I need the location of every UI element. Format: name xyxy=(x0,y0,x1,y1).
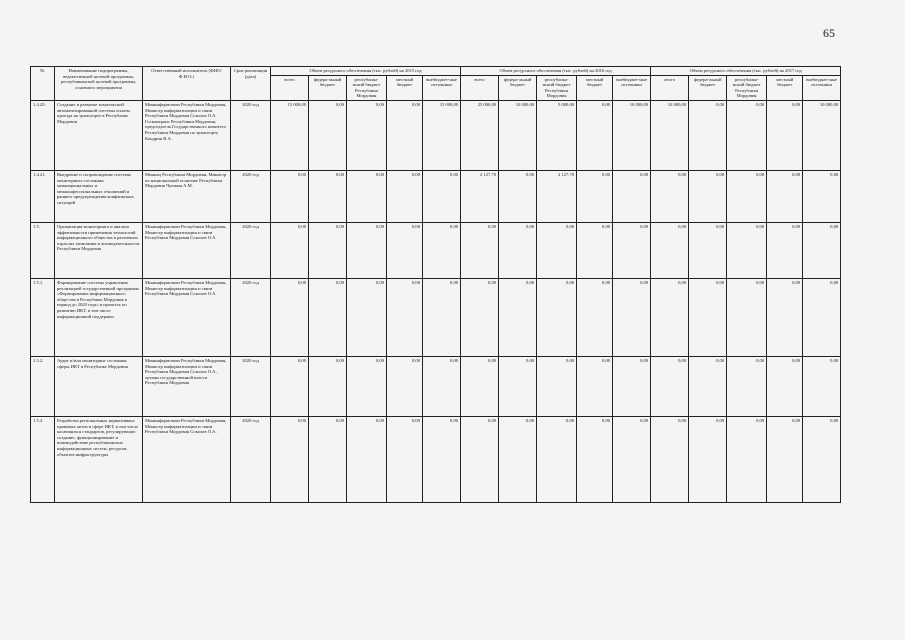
value-cell: 0,00 xyxy=(689,356,727,416)
value-cell: 0,00 xyxy=(613,222,651,278)
term: 2020 год xyxy=(231,170,271,222)
value-cell: 0,00 xyxy=(727,100,767,170)
row-number: 1.5.1. xyxy=(31,278,55,356)
value-cell: 0,00 xyxy=(613,356,651,416)
value-cell: 0,00 xyxy=(689,222,727,278)
value-cell: 0,00 xyxy=(347,416,387,502)
value-cell: 0,00 xyxy=(613,170,651,222)
value-cell: 0,00 xyxy=(727,278,767,356)
responsible-executor: Миннац Республики Мордовия, Министр по национальной политике Республики Мордовия Чушкин А.М. xyxy=(143,170,231,222)
value-cell: 0,00 xyxy=(537,222,577,278)
value-cell: 0,00 xyxy=(271,170,309,222)
value-cell: 0,00 xyxy=(767,278,803,356)
value-cell: 0,00 xyxy=(499,356,537,416)
responsible-executor: Мининформсвязи Республики Мордовия, Министр информатизации и связи Республики Мордовия Соколов О.А. xyxy=(143,416,231,502)
value-cell: 0,00 xyxy=(309,356,347,416)
subheader-federal: федера-льный бюджет xyxy=(499,75,537,100)
value-cell: 0,00 xyxy=(613,278,651,356)
value-cell: 0,00 xyxy=(803,356,841,416)
value-cell: 0,00 xyxy=(387,356,423,416)
value-cell: 0,00 xyxy=(387,100,423,170)
value-cell: 0,00 xyxy=(651,222,689,278)
value-cell: 0,00 xyxy=(309,416,347,502)
value-cell: 0,00 xyxy=(689,100,727,170)
subheader-total: всего xyxy=(461,75,499,100)
header-executor: Ответственный исполнитель (ФИО/Ф.И.О.) xyxy=(143,67,231,101)
value-cell: 0,00 xyxy=(271,356,309,416)
subheader-local: местный бюджет xyxy=(387,75,423,100)
subheader-extrabudget: внебюджет-ные источники xyxy=(423,75,461,100)
value-cell: 0,00 xyxy=(461,278,499,356)
value-cell: 0,00 xyxy=(537,416,577,502)
value-cell: 0,00 xyxy=(309,170,347,222)
value-cell: 0,00 xyxy=(537,356,577,416)
value-cell: 0,00 xyxy=(461,356,499,416)
value-cell: 0,00 xyxy=(499,222,537,278)
budget-table xyxy=(30,66,841,503)
term: 2020 год xyxy=(231,100,271,170)
value-cell: 0,00 xyxy=(727,222,767,278)
measure-name: Внедрение и сопровождение системы мониторинга состояния межнациональных и межконфессиональных отношений и раннего предупреждения конфликтных ситуаций xyxy=(55,170,143,222)
value-cell: 0,00 xyxy=(387,278,423,356)
value-cell: 0,00 xyxy=(271,416,309,502)
value-cell: 0,00 xyxy=(689,170,727,222)
value-cell: 10 000,00 xyxy=(803,100,841,170)
value-cell: 0,00 xyxy=(347,222,387,278)
value-cell: 2 127,70 xyxy=(537,170,577,222)
subheader-extrabudget: внебюджет-ные источники xyxy=(613,75,651,100)
value-cell: 0,00 xyxy=(577,222,613,278)
value-cell: 0,00 xyxy=(803,222,841,278)
table-row xyxy=(31,416,841,502)
term: 2020 год xyxy=(231,416,271,502)
subheader-total: итого xyxy=(651,75,689,100)
value-cell: 0,00 xyxy=(499,278,537,356)
measure-name: Аудит и/или мониторинг состояния сферы ИКТ в Республике Мордовия xyxy=(55,356,143,416)
term: 2020 год xyxy=(231,356,271,416)
value-cell: 0,00 xyxy=(767,170,803,222)
value-cell: 0,00 xyxy=(689,416,727,502)
term: 2020 год xyxy=(231,222,271,278)
value-cell: 0,00 xyxy=(423,356,461,416)
row-number: 1.5.2. xyxy=(31,356,55,416)
value-cell: 0,00 xyxy=(803,416,841,502)
value-cell: 0,00 xyxy=(577,100,613,170)
value-cell: 0,00 xyxy=(727,170,767,222)
value-cell: 0,00 xyxy=(537,278,577,356)
header-group-2016: Объем ресурсного обеспечения (тыс. рублей) на 2016 год xyxy=(461,67,651,76)
subheader-republic: республика-нский бюджет Республики Мордовия xyxy=(347,75,387,100)
responsible-executor: Мининформсвязи Республики Мордовия, Министр информатизации и связи Республики Мордовия Соколов О.А., органы государственной власти Республики Мордовия xyxy=(143,356,231,416)
value-cell: 0,00 xyxy=(727,356,767,416)
value-cell: 15 000,00 xyxy=(423,100,461,170)
value-cell: 0,00 xyxy=(387,416,423,502)
header-group-2017: Объем ресурсного обеспечения (тыс. рублей) на 2017 год xyxy=(651,67,841,76)
value-cell: 0,00 xyxy=(577,278,613,356)
responsible-executor: Мининформсвязи Республики Мордовия, Министр информатизации и связи Республики Мордовия Соколов О.А. xyxy=(143,222,231,278)
table-row xyxy=(31,222,841,278)
value-cell: 0,00 xyxy=(461,416,499,502)
value-cell: 0,00 xyxy=(727,416,767,502)
value-cell: 0,00 xyxy=(767,356,803,416)
value-cell: 0,00 xyxy=(423,170,461,222)
header-name: Наименование подпрограммы, ведомственной целевой программы, республиканской целевой программы, основного мероприятия xyxy=(55,67,143,101)
value-cell: 15 000,00 xyxy=(271,100,309,170)
value-cell: 0,00 xyxy=(347,356,387,416)
row-number: 1.4.20. xyxy=(31,100,55,170)
value-cell: 0,00 xyxy=(767,416,803,502)
value-cell: 10 000,00 xyxy=(613,100,651,170)
table-row xyxy=(31,278,841,356)
header-term: Срок реализации (дата) xyxy=(231,67,271,101)
value-cell: 0,00 xyxy=(651,278,689,356)
subheader-republic: республика-нский бюджет Республики Мордовия xyxy=(537,75,577,100)
table-row xyxy=(31,356,841,416)
responsible-executor: Мининформсвязи Республики Мордовия, Министр информатизации и связи Республики Мордовия Соколов О.А. xyxy=(143,278,231,356)
subheader-federal: федера-льный бюджет xyxy=(309,75,347,100)
measure-name: Создание и развитие комплексной автоматизированной системы оплаты проезда на транспорте в Республике Мордовия xyxy=(55,100,143,170)
subheader-extrabudget: внебюджет-ные источники xyxy=(803,75,841,100)
subheader-local: местный бюджет xyxy=(767,75,803,100)
value-cell: 5 000,00 xyxy=(537,100,577,170)
subheader-local: местный бюджет xyxy=(577,75,613,100)
measure-name: Организация мониторинга и анализа эффективности применения технологий информационного общества в различных отраслях экономики и жизнедеятельности Республики Мордовия xyxy=(55,222,143,278)
value-cell: 0,00 xyxy=(271,278,309,356)
value-cell: 0,00 xyxy=(803,170,841,222)
value-cell: 2 127,70 xyxy=(461,170,499,222)
value-cell: 0,00 xyxy=(309,100,347,170)
value-cell: 0,00 xyxy=(461,222,499,278)
value-cell: 25 000,00 xyxy=(461,100,499,170)
row-number: 1.4.21. xyxy=(31,170,55,222)
value-cell: 0,00 xyxy=(613,416,651,502)
value-cell: 0,00 xyxy=(387,170,423,222)
value-cell: 0,00 xyxy=(423,416,461,502)
value-cell: 0,00 xyxy=(577,416,613,502)
subheader-republic: республика-нский бюджет Республики Мордовия xyxy=(727,75,767,100)
value-cell: 0,00 xyxy=(767,100,803,170)
row-number: 1.5. xyxy=(31,222,55,278)
value-cell: 0,00 xyxy=(689,278,727,356)
value-cell: 0,00 xyxy=(423,222,461,278)
value-cell: 0,00 xyxy=(347,100,387,170)
term: 2020 год xyxy=(231,278,271,356)
value-cell: 0,00 xyxy=(499,170,537,222)
value-cell: 0,00 xyxy=(271,222,309,278)
value-cell: 0,00 xyxy=(577,356,613,416)
value-cell: 10 000,00 xyxy=(651,100,689,170)
value-cell: 0,00 xyxy=(803,278,841,356)
value-cell: 0,00 xyxy=(423,278,461,356)
value-cell: 0,00 xyxy=(347,278,387,356)
table-row xyxy=(31,170,841,222)
responsible-executor: Мининформсвязи Республики Мордовия, Министр информатизации и связи Республики Мордовия Соколов О.А. Госкомтранс Республики Мордовия, председатель Государственного комитета Республики Мордовия по транспорту Кондрин В.А. xyxy=(143,100,231,170)
measure-name: Разработка региональных нормативных правовых актов в сфере ИКТ, в том числе касающихся стандартов, регулирующих создание, функционирование и взаимодействие республиканских информационных систем, ресурсов, объектов инфраструктуры xyxy=(55,416,143,502)
header-no: № xyxy=(31,67,55,101)
value-cell: 0,00 xyxy=(767,222,803,278)
subheader-federal: федера-льный бюджет xyxy=(689,75,727,100)
value-cell: 0,00 xyxy=(651,416,689,502)
value-cell: 0,00 xyxy=(309,278,347,356)
value-cell: 10 000,00 xyxy=(499,100,537,170)
measure-name: Формирование системы управления реализацией государственной программы «Формирование информационного общества в Республике Мордовия в период до 2020 года» в проектах по развитию ИКТ, в том числе информационной поддержки xyxy=(55,278,143,356)
subheader-total: всего xyxy=(271,75,309,100)
table-row xyxy=(31,100,841,170)
page-number: 65 xyxy=(823,26,835,40)
value-cell: 0,00 xyxy=(577,170,613,222)
value-cell: 0,00 xyxy=(651,356,689,416)
value-cell: 0,00 xyxy=(499,416,537,502)
value-cell: 0,00 xyxy=(347,170,387,222)
value-cell: 0,00 xyxy=(651,170,689,222)
row-number: 1.5.3. xyxy=(31,416,55,502)
value-cell: 0,00 xyxy=(387,222,423,278)
header-group-2015: Объем ресурсного обеспечения (тыс. рублей) на 2015 год xyxy=(271,67,461,76)
value-cell: 0,00 xyxy=(309,222,347,278)
